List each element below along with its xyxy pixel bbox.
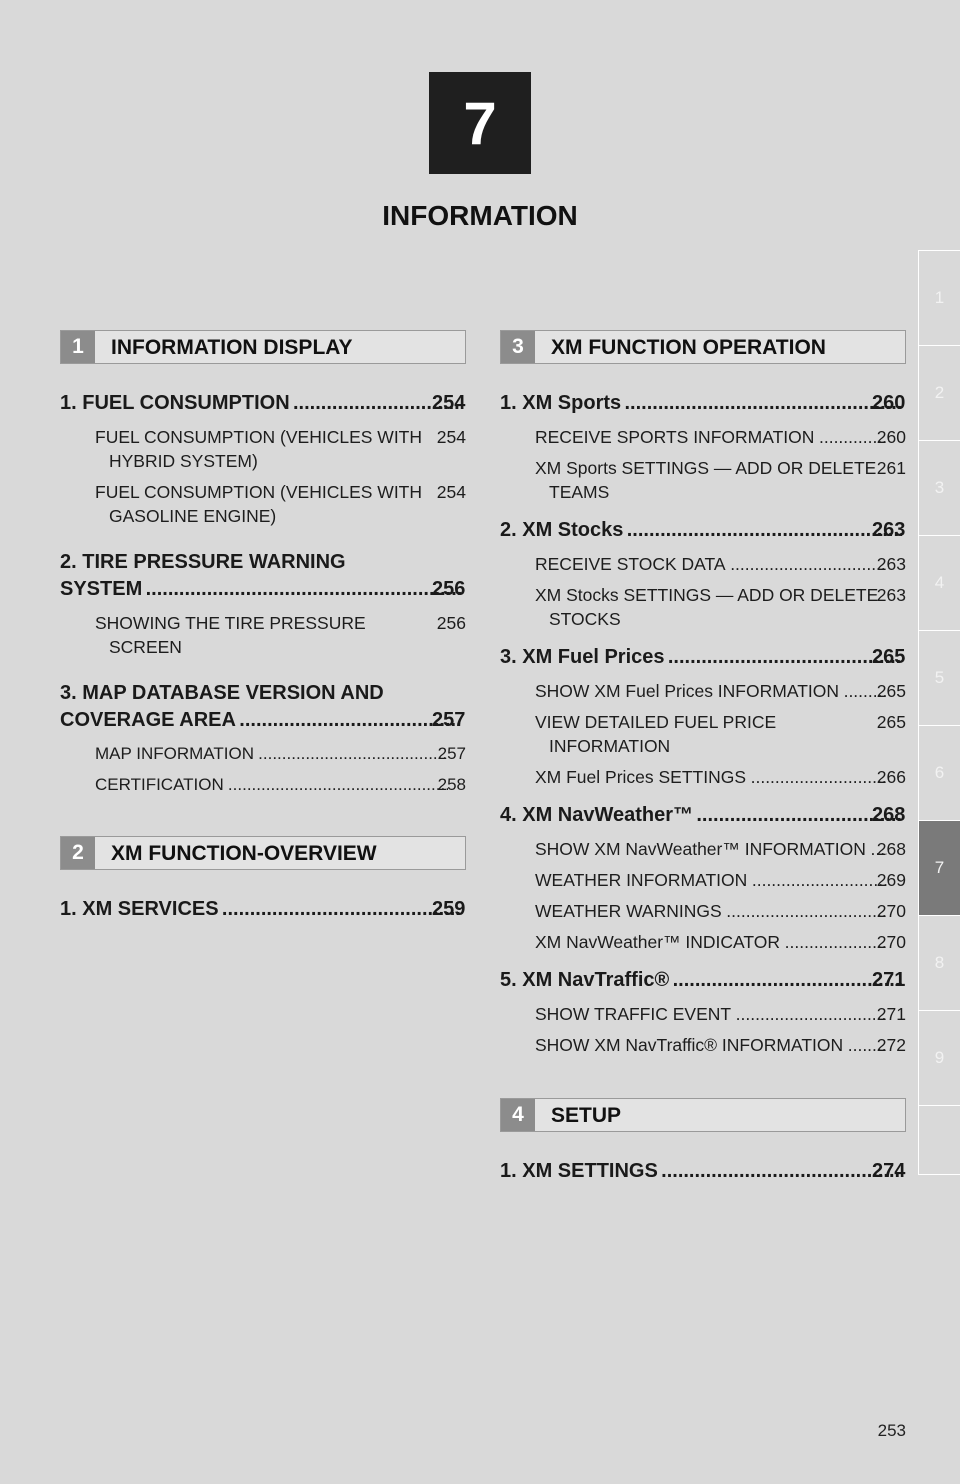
toc-entry-fuel-consumption[interactable]: 1. FUEL CONSUMPTION ..... 254	[60, 390, 466, 417]
toc-subentry[interactable]	[95, 425, 466, 473]
entry-label: 4. XM NavWeather™	[500, 804, 694, 826]
section-header-4	[500, 1098, 906, 1132]
subentry-page: 261	[876, 458, 906, 478]
subentry-label: XM Stocks SETTINGS — ADD OR DELETE STOCKS	[535, 585, 879, 629]
toc-subentry[interactable]	[535, 930, 906, 954]
entry-number: 3.	[60, 682, 77, 704]
toc-subentry[interactable]	[95, 742, 466, 766]
subentry-page: 269	[876, 870, 906, 890]
section-title: SETUP	[551, 1104, 622, 1127]
toc-subentry[interactable]	[535, 899, 906, 923]
tab-blank	[918, 1105, 960, 1175]
tab-2[interactable]: 2	[918, 345, 960, 440]
toc-subentry[interactable]	[535, 765, 906, 789]
tab-9[interactable]: 9	[918, 1010, 960, 1105]
subentry-page: 270	[876, 901, 906, 921]
subentry-label: XM Sports SETTINGS — ADD OR DELETE TEAMS	[535, 458, 877, 502]
toc-entry-xm-navweather[interactable]: 4. XM NavWeather™ ..... 268	[500, 802, 906, 829]
toc-subentry[interactable]	[535, 583, 906, 631]
page-number: 253	[877, 1421, 906, 1440]
subentry-page: 265	[876, 681, 906, 701]
subentry-page: 263	[876, 554, 906, 574]
subentry-page: 258	[437, 775, 466, 794]
tab-1[interactable]: 1	[918, 250, 960, 345]
subentry-label: VIEW DETAILED FUEL PRICE INFORMATION	[535, 712, 777, 756]
subentry-label: FUEL CONSUMPTION (VEHICLES WITH HYBRID SYSTEM)	[95, 427, 423, 471]
entry-label-line2: COVERAGE AREA	[60, 709, 236, 731]
toc-entry-tire-pressure[interactable]: 2. TIRE PRESSURE WARNING SYSTEM ..... 256	[60, 549, 466, 603]
toc-subentry[interactable]	[535, 1033, 906, 1057]
subentry-label: RECEIVE STOCK DATA	[535, 554, 726, 574]
subentry-label: RECEIVE SPORTS INFORMATION	[535, 427, 815, 447]
subentry-page: 268	[876, 839, 906, 859]
subentry-label: MAP INFORMATION	[95, 744, 254, 763]
subentry-page: 254	[436, 482, 466, 502]
subentry-label: XM Fuel Prices SETTINGS	[535, 767, 747, 787]
toc-subentry[interactable]	[535, 1002, 906, 1026]
toc-subentry[interactable]	[95, 611, 466, 659]
toc-subentry[interactable]	[535, 837, 906, 861]
subentry-page: 266	[876, 767, 906, 787]
subentry-label: SHOW TRAFFIC EVENT	[535, 1004, 732, 1024]
toc-subentry[interactable]	[535, 868, 906, 892]
toc-subentry[interactable]	[535, 679, 906, 703]
entry-label: 1. FUEL CONSUMPTION	[60, 392, 290, 414]
toc-subentry[interactable]	[535, 552, 906, 576]
subentry-page: 254	[436, 427, 466, 447]
tab-8[interactable]: 8	[918, 915, 960, 1010]
toc-entry-xm-fuel-prices[interactable]: 3. XM Fuel Prices ..... 265	[500, 644, 906, 671]
toc-entry-xm-stocks[interactable]: 2. XM Stocks ..... 263	[500, 517, 906, 544]
tab-7[interactable]: 7	[918, 820, 960, 915]
subentry-label: SHOW XM Fuel Prices INFORMATION	[535, 681, 839, 701]
subentry-label: WEATHER WARNINGS	[535, 901, 722, 921]
subentry-label: SHOW XM NavWeather™ INFORMATION	[535, 839, 866, 859]
section-number: 3	[501, 331, 535, 363]
section-title: XM FUNCTION-OVERVIEW	[111, 842, 377, 865]
section-title: XM FUNCTION OPERATION	[551, 336, 826, 359]
section-header-3	[500, 330, 906, 364]
subentry-page: 272	[876, 1035, 906, 1055]
entry-label: 5. XM NavTraffic®	[500, 969, 670, 991]
section-title: INFORMATION DISPLAY	[111, 336, 353, 359]
tab-5[interactable]: 5	[918, 630, 960, 725]
entry-label: 1. XM SERVICES	[60, 898, 219, 920]
tab-4[interactable]: 4	[918, 535, 960, 630]
subentry-label: SHOW XM NavTraffic® INFORMATION	[535, 1035, 844, 1055]
toc-subentry[interactable]	[95, 480, 466, 528]
chapter-tabs	[918, 250, 960, 1175]
toc-entry-xm-navtraffic[interactable]: 5. XM NavTraffic® ..... 271	[500, 967, 906, 994]
entry-number: 2.	[60, 551, 77, 573]
subentry-page: 260	[876, 427, 906, 447]
section-number: 2	[61, 837, 95, 869]
subentry-label: XM NavWeather™ INDICATOR	[535, 932, 781, 952]
toc-entry-xm-sports[interactable]: 1. XM Sports ..... 260	[500, 390, 906, 417]
entry-label-line1: MAP DATABASE VERSION AND	[82, 682, 384, 704]
chapter-number-box: 7	[429, 72, 531, 174]
tab-3[interactable]: 3	[918, 440, 960, 535]
section-header-1	[60, 330, 466, 364]
right-column	[500, 330, 906, 1193]
toc-entry-map-database[interactable]: 3. MAP DATABASE VERSION AND COVERAGE AREA ..... 257	[60, 680, 466, 734]
subentry-page: 270	[876, 932, 906, 952]
entry-label: 3. XM Fuel Prices	[500, 646, 665, 668]
subentry-label: CERTIFICATION	[95, 775, 224, 794]
entry-label-line1: TIRE PRESSURE WARNING	[82, 551, 346, 573]
subentry-page: 257	[437, 744, 466, 763]
subentry-page: 256	[436, 613, 466, 633]
subentry-label: SHOWING THE TIRE PRESSURE SCREEN	[95, 613, 366, 657]
subentry-page: 263	[876, 585, 906, 605]
toc-subentry[interactable]	[535, 710, 906, 758]
subentry-page: 271	[876, 1004, 906, 1024]
subentry-page: 265	[876, 712, 906, 732]
entry-label-line2: SYSTEM	[60, 578, 143, 600]
toc-subentry[interactable]	[95, 773, 466, 797]
entry-label: 1. XM SETTINGS	[500, 1160, 658, 1182]
left-column	[60, 330, 466, 931]
subentry-label: FUEL CONSUMPTION (VEHICLES WITH GASOLINE ENGINE)	[95, 482, 423, 526]
subentry-label: WEATHER INFORMATION	[535, 870, 748, 890]
section-number: 4	[501, 1099, 535, 1131]
toc-entry-xm-settings[interactable]: 1. XM SETTINGS ..... 274	[500, 1158, 906, 1185]
section-header-2	[60, 836, 466, 870]
toc-subentry[interactable]	[535, 425, 906, 449]
tab-6[interactable]: 6	[918, 725, 960, 820]
toc-subentry[interactable]	[535, 456, 906, 504]
chapter-title: INFORMATION	[382, 200, 578, 231]
toc-entry-xm-services[interactable]: 1. XM SERVICES ..... 259	[60, 896, 466, 923]
entry-label: 1. XM Sports	[500, 392, 622, 414]
entry-label: 2. XM Stocks	[500, 519, 624, 541]
section-number: 1	[61, 331, 95, 363]
